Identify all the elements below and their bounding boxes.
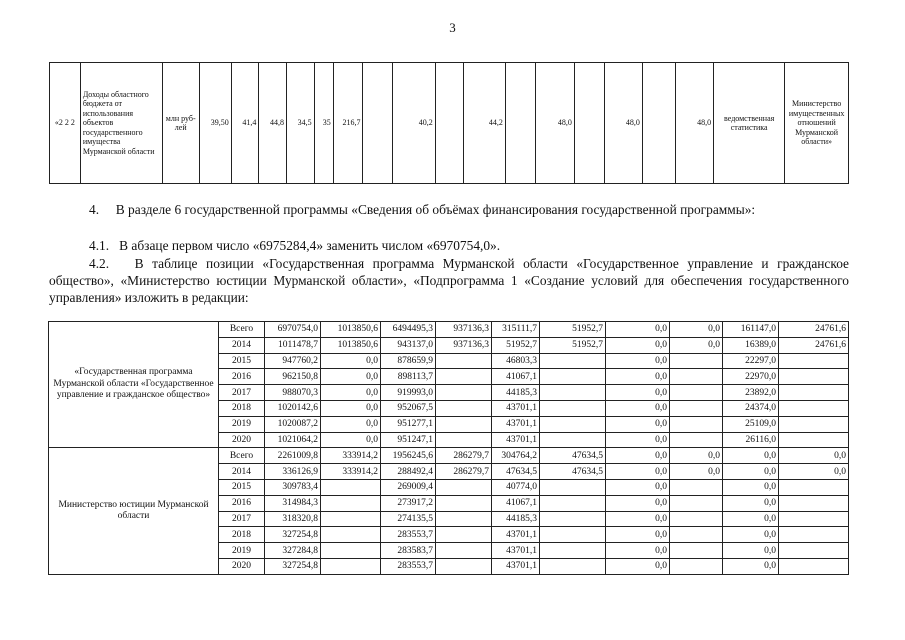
value-cell <box>540 400 606 416</box>
value-cell <box>436 495 492 511</box>
value-cell: 327254,8 <box>265 558 321 574</box>
value-cell: 0,0 <box>321 353 381 369</box>
value-cell: 0,0 <box>723 511 779 527</box>
value-cell: 0,0 <box>723 448 779 464</box>
year-cell: 2018 <box>219 527 265 543</box>
value-cell: 0,0 <box>670 448 723 464</box>
value-cell: 336126,9 <box>265 464 321 480</box>
year-cell: 2019 <box>219 416 265 432</box>
value-cell: 878659,9 <box>381 353 436 369</box>
value-cell: 0,0 <box>321 432 381 448</box>
value-cell: 0,0 <box>606 369 670 385</box>
value-cell: 283583,7 <box>381 543 436 559</box>
value-cell: 0,0 <box>321 416 381 432</box>
value-cell: 43701,1 <box>492 558 540 574</box>
value-cell: 0,0 <box>606 400 670 416</box>
value-cell: 25109,0 <box>723 416 779 432</box>
paragraph-4-1: 4.1. В абзаце первом число «6975284,4» заменить числом «6970754,0». <box>89 238 501 253</box>
value-cell: 22297,0 <box>723 353 779 369</box>
value-cell <box>321 527 381 543</box>
value-cell <box>779 400 849 416</box>
value-cell: 1013850,6 <box>321 337 381 353</box>
value-cell <box>436 416 492 432</box>
value-cell: 274135,5 <box>381 511 436 527</box>
value-cell: 51952,7 <box>540 322 606 338</box>
value-cell <box>779 432 849 448</box>
value-cell: 988070,3 <box>265 385 321 401</box>
value-cell <box>540 353 606 369</box>
value-cell <box>670 527 723 543</box>
value-cell: 919993,0 <box>381 385 436 401</box>
value-cell <box>436 400 492 416</box>
value-cell <box>779 558 849 574</box>
value-cell: 47634,5 <box>540 448 606 464</box>
value-cell: 1011478,7 <box>265 337 321 353</box>
value-cell: 43701,1 <box>492 432 540 448</box>
value-cell <box>436 385 492 401</box>
value-cell: 1956245,6 <box>381 448 436 464</box>
value-cell: 51952,7 <box>540 337 606 353</box>
paragraph-4: 4. В разделе 6 государственной программы «Сведения об объёмах финансирования государственной программы»: <box>89 202 756 217</box>
value-cell: 43701,1 <box>492 400 540 416</box>
value-cell: 6970754,0 <box>265 322 321 338</box>
value-cell: 318320,8 <box>265 511 321 527</box>
value-cell: 0,0 <box>723 527 779 543</box>
value-cell: 1020142,6 <box>265 400 321 416</box>
value-cell: 41067,1 <box>492 495 540 511</box>
value-cell <box>436 432 492 448</box>
value-cell: 41067,1 <box>492 369 540 385</box>
value-cell: 44,2 <box>464 63 505 184</box>
year-cell: 2017 <box>219 385 265 401</box>
value-cell: 51952,7 <box>492 337 540 353</box>
value-cell <box>779 527 849 543</box>
value-cell: 0,0 <box>606 448 670 464</box>
value-cell: 23892,0 <box>723 385 779 401</box>
value-cell: 161147,0 <box>723 322 779 338</box>
value-cell <box>670 543 723 559</box>
value-cell <box>779 369 849 385</box>
value-cell <box>670 495 723 511</box>
value-cell <box>779 543 849 559</box>
value-cell <box>436 369 492 385</box>
value-cell: 43701,1 <box>492 543 540 559</box>
value-cell: 288492,4 <box>381 464 436 480</box>
value-cell <box>540 543 606 559</box>
value-cell <box>779 479 849 495</box>
value-cell: 0,0 <box>606 432 670 448</box>
value-cell: 0,0 <box>723 543 779 559</box>
value-cell: 952067,5 <box>381 400 436 416</box>
value-cell: 0,0 <box>606 495 670 511</box>
value-cell: 286279,7 <box>436 448 492 464</box>
value-cell: 24761,6 <box>779 337 849 353</box>
financing-table <box>48 321 849 575</box>
indicators-table <box>49 62 849 184</box>
year-cell: Всего <box>219 322 265 338</box>
row-responsible: Министерство имущественных отношений Мурманской области» <box>785 63 849 184</box>
value-cell: 47634,5 <box>492 464 540 480</box>
value-cell <box>540 385 606 401</box>
value-cell: 327254,8 <box>265 527 321 543</box>
value-cell: 0,0 <box>606 353 670 369</box>
value-cell <box>779 511 849 527</box>
value-cell: 26116,0 <box>723 432 779 448</box>
value-cell <box>321 543 381 559</box>
value-cell: 46803,3 <box>492 353 540 369</box>
value-cell: 1021064,2 <box>265 432 321 448</box>
value-cell: 41,4 <box>231 63 259 184</box>
value-cell: 947760,2 <box>265 353 321 369</box>
value-cell <box>642 63 675 184</box>
value-cell: 40774,0 <box>492 479 540 495</box>
value-cell <box>540 495 606 511</box>
table-row <box>50 63 849 184</box>
value-cell: 269009,4 <box>381 479 436 495</box>
value-cell: 0,0 <box>606 479 670 495</box>
year-cell: 2016 <box>219 369 265 385</box>
value-cell <box>779 353 849 369</box>
value-cell: 34,5 <box>286 63 314 184</box>
value-cell: 0,0 <box>606 511 670 527</box>
value-cell: 39,50 <box>199 63 231 184</box>
value-cell <box>779 385 849 401</box>
value-cell: 0,0 <box>779 448 849 464</box>
value-cell: 937136,3 <box>436 337 492 353</box>
value-cell: 0,0 <box>321 400 381 416</box>
value-cell <box>670 558 723 574</box>
value-cell: 0,0 <box>779 464 849 480</box>
year-cell: 2020 <box>219 558 265 574</box>
value-cell <box>540 479 606 495</box>
row-unit: млн руб-лей <box>162 63 199 184</box>
value-cell <box>540 558 606 574</box>
value-cell: 0,0 <box>606 527 670 543</box>
value-cell <box>321 511 381 527</box>
value-cell: 309783,4 <box>265 479 321 495</box>
value-cell <box>436 558 492 574</box>
value-cell: 0,0 <box>606 558 670 574</box>
table-row <box>49 448 849 464</box>
value-cell: 48,0 <box>675 63 713 184</box>
value-cell: 0,0 <box>723 558 779 574</box>
value-cell: 0,0 <box>606 464 670 480</box>
value-cell: 2261009,8 <box>265 448 321 464</box>
value-cell: 0,0 <box>670 337 723 353</box>
paragraph-4-2: 4.2. В таблице позиции «Государственная программа Мурманской области «Государственное управление и гражданское общество», «Министерство юстиции Мурманской области», «Подпрограмма 1 «Создание условий для обеспечения государственного управления» изложить в редакции: <box>49 256 849 305</box>
value-cell <box>540 416 606 432</box>
value-cell <box>436 353 492 369</box>
value-cell <box>574 63 604 184</box>
value-cell <box>436 511 492 527</box>
year-cell: 2014 <box>219 464 265 480</box>
year-cell: 2014 <box>219 337 265 353</box>
value-cell: 44,8 <box>259 63 287 184</box>
value-cell: 1020087,2 <box>265 416 321 432</box>
value-cell: 283553,7 <box>381 527 436 543</box>
value-cell: 0,0 <box>606 337 670 353</box>
value-cell <box>321 558 381 574</box>
table-row <box>49 322 849 338</box>
value-cell <box>779 416 849 432</box>
value-cell: 0,0 <box>606 385 670 401</box>
value-cell: 40,2 <box>393 63 436 184</box>
value-cell <box>505 63 535 184</box>
value-cell: 951247,1 <box>381 432 436 448</box>
value-cell: 333914,2 <box>321 448 381 464</box>
year-cell: 2020 <box>219 432 265 448</box>
value-cell <box>435 63 464 184</box>
value-cell <box>540 432 606 448</box>
value-cell <box>670 385 723 401</box>
group-label: «Государственная программа Мурманской области «Государственное управление и гражданское общество» <box>49 322 219 448</box>
value-cell: 937136,3 <box>436 322 492 338</box>
value-cell: 24374,0 <box>723 400 779 416</box>
value-cell <box>436 479 492 495</box>
value-cell: 0,0 <box>321 369 381 385</box>
value-cell: 0,0 <box>321 385 381 401</box>
value-cell: 48,0 <box>535 63 574 184</box>
value-cell: 6494495,3 <box>381 322 436 338</box>
value-cell <box>540 511 606 527</box>
value-cell <box>670 432 723 448</box>
value-cell: 898113,7 <box>381 369 436 385</box>
page-number: 3 <box>449 20 456 35</box>
year-cell: Всего <box>219 448 265 464</box>
year-cell: 2018 <box>219 400 265 416</box>
value-cell: 24761,6 <box>779 322 849 338</box>
value-cell <box>363 63 393 184</box>
value-cell: 327284,8 <box>265 543 321 559</box>
value-cell: 16389,0 <box>723 337 779 353</box>
row-code: «2 2 2 <box>50 63 81 184</box>
value-cell <box>670 353 723 369</box>
value-cell: 35 <box>314 63 333 184</box>
value-cell: 1013850,6 <box>321 322 381 338</box>
value-cell <box>670 400 723 416</box>
value-cell <box>670 479 723 495</box>
value-cell: 0,0 <box>606 416 670 432</box>
value-cell: 951277,1 <box>381 416 436 432</box>
value-cell: 0,0 <box>723 479 779 495</box>
value-cell: 43701,1 <box>492 416 540 432</box>
value-cell: 0,0 <box>606 322 670 338</box>
value-cell: 0,0 <box>606 543 670 559</box>
year-cell: 2016 <box>219 495 265 511</box>
value-cell: 333914,2 <box>321 464 381 480</box>
value-cell: 962150,8 <box>265 369 321 385</box>
value-cell <box>540 527 606 543</box>
year-cell: 2015 <box>219 479 265 495</box>
group-label: Министерство юстиции Мурманской области <box>49 448 219 574</box>
value-cell: 273917,2 <box>381 495 436 511</box>
value-cell <box>779 495 849 511</box>
row-source: ведомственная статистика <box>714 63 785 184</box>
year-cell: 2019 <box>219 543 265 559</box>
value-cell: 44185,3 <box>492 511 540 527</box>
value-cell: 48,0 <box>604 63 642 184</box>
value-cell <box>670 416 723 432</box>
value-cell: 315111,7 <box>492 322 540 338</box>
row-description: Доходы областного бюджета от использования объектов государственного имущества Мурманской области <box>80 63 162 184</box>
value-cell: 22970,0 <box>723 369 779 385</box>
value-cell: 0,0 <box>670 464 723 480</box>
year-cell: 2017 <box>219 511 265 527</box>
value-cell: 0,0 <box>670 322 723 338</box>
value-cell: 0,0 <box>723 464 779 480</box>
value-cell: 0,0 <box>723 495 779 511</box>
value-cell <box>321 479 381 495</box>
value-cell: 314984,3 <box>265 495 321 511</box>
value-cell <box>321 495 381 511</box>
value-cell: 943137,0 <box>381 337 436 353</box>
value-cell: 216,7 <box>333 63 363 184</box>
value-cell: 47634,5 <box>540 464 606 480</box>
year-cell: 2015 <box>219 353 265 369</box>
value-cell <box>670 511 723 527</box>
value-cell <box>436 543 492 559</box>
value-cell: 286279,7 <box>436 464 492 480</box>
value-cell <box>436 527 492 543</box>
value-cell <box>540 369 606 385</box>
value-cell: 44185,3 <box>492 385 540 401</box>
value-cell: 283553,7 <box>381 558 436 574</box>
value-cell: 43701,1 <box>492 527 540 543</box>
value-cell <box>670 369 723 385</box>
value-cell: 304764,2 <box>492 448 540 464</box>
